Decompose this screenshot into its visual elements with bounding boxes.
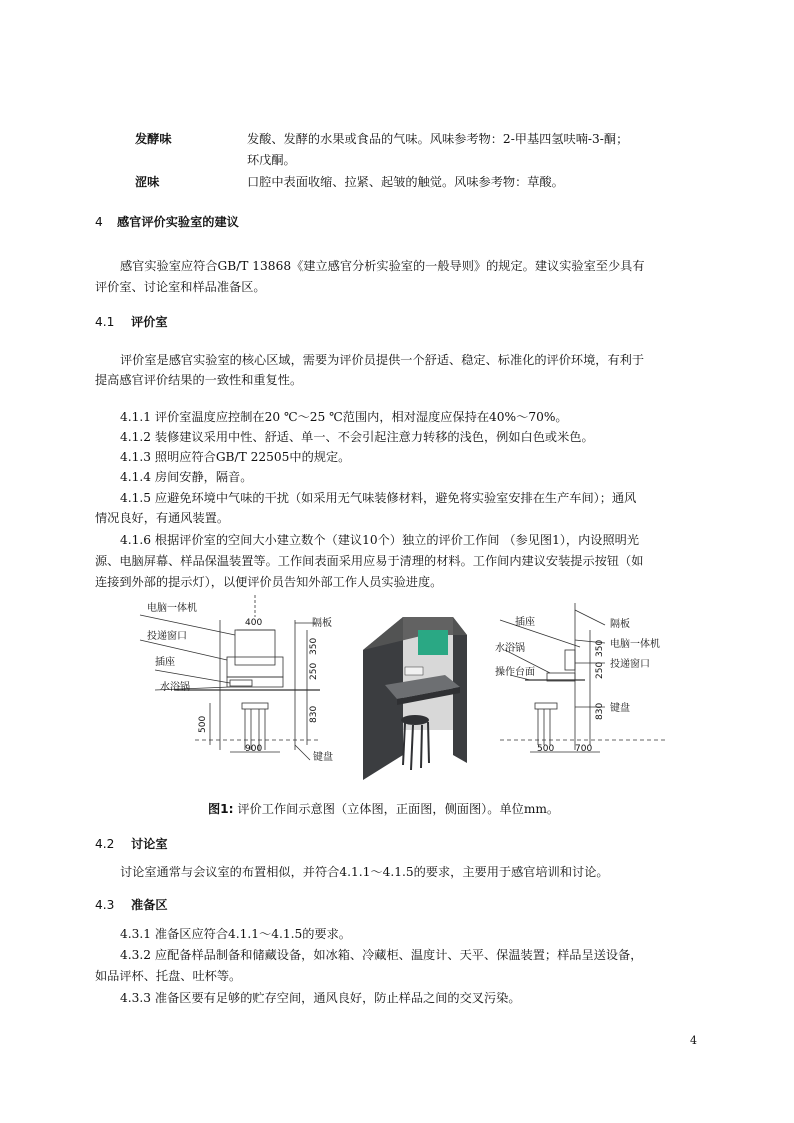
term-fermented-desc-2: 环戊酮。 (247, 153, 296, 167)
section-4-2-title: 讨论室 (131, 837, 168, 851)
front-dim-350: 350 (309, 637, 319, 655)
item-4-1-1: 4.1.1 评价室温度应控制在20 ℃～25 ℃范围内，相对湿度应保持在40%～70%。 (120, 410, 568, 424)
figure-1-caption-text: 评价工作间示意图（立体图，正面图，侧面图）。单位mm。 (233, 802, 560, 816)
front-dim-900: 900 (245, 744, 263, 754)
section-4-intro-2: 评价室、讨论室和样品准备区。 (95, 280, 266, 294)
side-dim-350: 350 (595, 639, 605, 657)
item-4-3-1: 4.3.1 准备区应符合4.1.1～4.1.5的要求。 (120, 927, 351, 941)
section-4-2-number: 4.2 (95, 837, 115, 851)
front-dim-500: 500 (198, 715, 208, 733)
side-label-worktop: 操作台面 (495, 667, 535, 678)
front-dim-250: 250 (309, 662, 319, 680)
side-dim-500: 500 (537, 744, 555, 754)
side-label-monitor: 电脑一体机 (610, 639, 660, 650)
front-label-monitor: 电脑一体机 (147, 603, 197, 614)
term-astringent-desc: 口腔中表面收缩、拉紧、起皱的触觉。风味参考物：草酸。 (247, 175, 564, 189)
side-view-dims (537, 640, 605, 754)
front-label-partition: 隔板 (312, 618, 332, 629)
front-label-waterbath: 水浴锅 (160, 682, 190, 693)
section-4-1-number: 4.1 (95, 315, 115, 329)
front-view-dims (198, 618, 319, 754)
side-label-socket: 插座 (515, 617, 535, 628)
side-label-partition: 隔板 (610, 619, 630, 630)
section-4-3-heading (95, 896, 168, 913)
front-dim-400: 400 (245, 618, 263, 628)
item-4-1-2: 4.1.2 装修建议采用中性、舒适、单一、不会引起注意力转移的浅色，例如白色或米色。 (120, 430, 594, 444)
item-4-1-3: 4.1.3 照明应符合GB/T 22505中的规定。 (120, 450, 351, 464)
page-number: 4 (690, 1034, 697, 1047)
front-view-labels (147, 601, 333, 763)
front-label-socket: 插座 (155, 657, 175, 668)
side-dim-700: 700 (575, 744, 593, 754)
section-4-3-number: 4.3 (95, 898, 115, 912)
section-4-1-heading (95, 313, 168, 330)
section-4-title: 感官评价实验室的建议 (117, 215, 239, 229)
item-4-1-5-line-2: 情况良好，有通风装置。 (95, 511, 230, 525)
item-4-1-6-line-2: 源、电脑屏幕、样品保温装置等。工作间表面采用应易于清理的材料。工作间内建议安装提示按钮（如 (95, 554, 644, 568)
item-4-1-6-line-1: 4.1.6 根据评价室的空间大小建立数个（建议10个）独立的评价工作间 （参见图1），内设照明光 (120, 533, 640, 547)
figure-1-caption (208, 800, 559, 817)
figure-1-workstation-drawings (135, 595, 675, 783)
term-astringent: 涩味 (135, 175, 160, 189)
item-4-1-5-line-1: 4.1.5 应避免环境中气味的干扰（如采用无气味装修材料，避免将实验室安排在生产车间）；通风 (120, 491, 637, 505)
isometric-workstation-drawing (363, 617, 467, 780)
item-4-1-6-line-3: 连接到外部的提示灯），以便评价员告知外部工作人员实验进度。 (95, 575, 443, 589)
section-4-1-title: 评价室 (131, 315, 168, 329)
front-dim-830: 830 (309, 705, 319, 723)
figure-1-caption-label: 图1: (208, 802, 234, 816)
side-label-window: 投递窗口 (610, 659, 650, 670)
section-4-1-intro-1: 评价室是感官实验室的核心区域，需要为评价员提供一个舒适、稳定、标准化的评价环境，有利于 (120, 353, 645, 367)
section-4-number: 4 (95, 215, 103, 229)
section-4-intro-1: 感官实验室应符合GB/T 13868《建立感官分析实验室的一般导则》的规定。建议实验室至少具有 (120, 259, 645, 273)
item-4-3-2-line-2: 如品评杯、托盘、吐杯等。 (95, 969, 242, 983)
item-4-3-2-line-1: 4.3.2 应配备样品制备和储藏设备，如冰箱、冷藏柜、温度计、天平、保温装置；样品呈送设备， (120, 948, 643, 962)
section-4-heading (95, 213, 239, 230)
side-label-waterbath: 水浴锅 (495, 643, 525, 654)
side-label-keyboard: 键盘 (610, 703, 630, 714)
section-4-2-text: 讨论室通常与会议室的布置相似，并符合4.1.1～4.1.5的要求，主要用于感官培训和讨论。 (120, 865, 609, 879)
item-4-3-3: 4.3.3 准备区要有足够的贮存空间，通风良好，防止样品之间的交叉污染。 (120, 991, 521, 1005)
side-dim-830: 830 (595, 702, 605, 720)
front-label-window: 投递窗口 (147, 631, 187, 642)
section-4-1-intro-2: 提高感官评价结果的一致性和重复性。 (95, 373, 303, 387)
section-4-2-heading (95, 835, 168, 852)
item-4-1-4: 4.1.4 房间安静，隔音。 (120, 470, 253, 484)
side-dim-250: 250 (595, 661, 605, 679)
side-view-labels (495, 615, 660, 714)
section-4-3-title: 准备区 (131, 898, 168, 912)
term-fermented: 发酵味 (135, 132, 172, 146)
front-label-keyboard: 键盘 (313, 752, 333, 763)
term-fermented-desc-1: 发酸、发酵的水果或食品的气味。风味参考物：2-甲基四氢呋喃-3-酮； (247, 132, 629, 146)
front-view-drawing (140, 595, 320, 760)
